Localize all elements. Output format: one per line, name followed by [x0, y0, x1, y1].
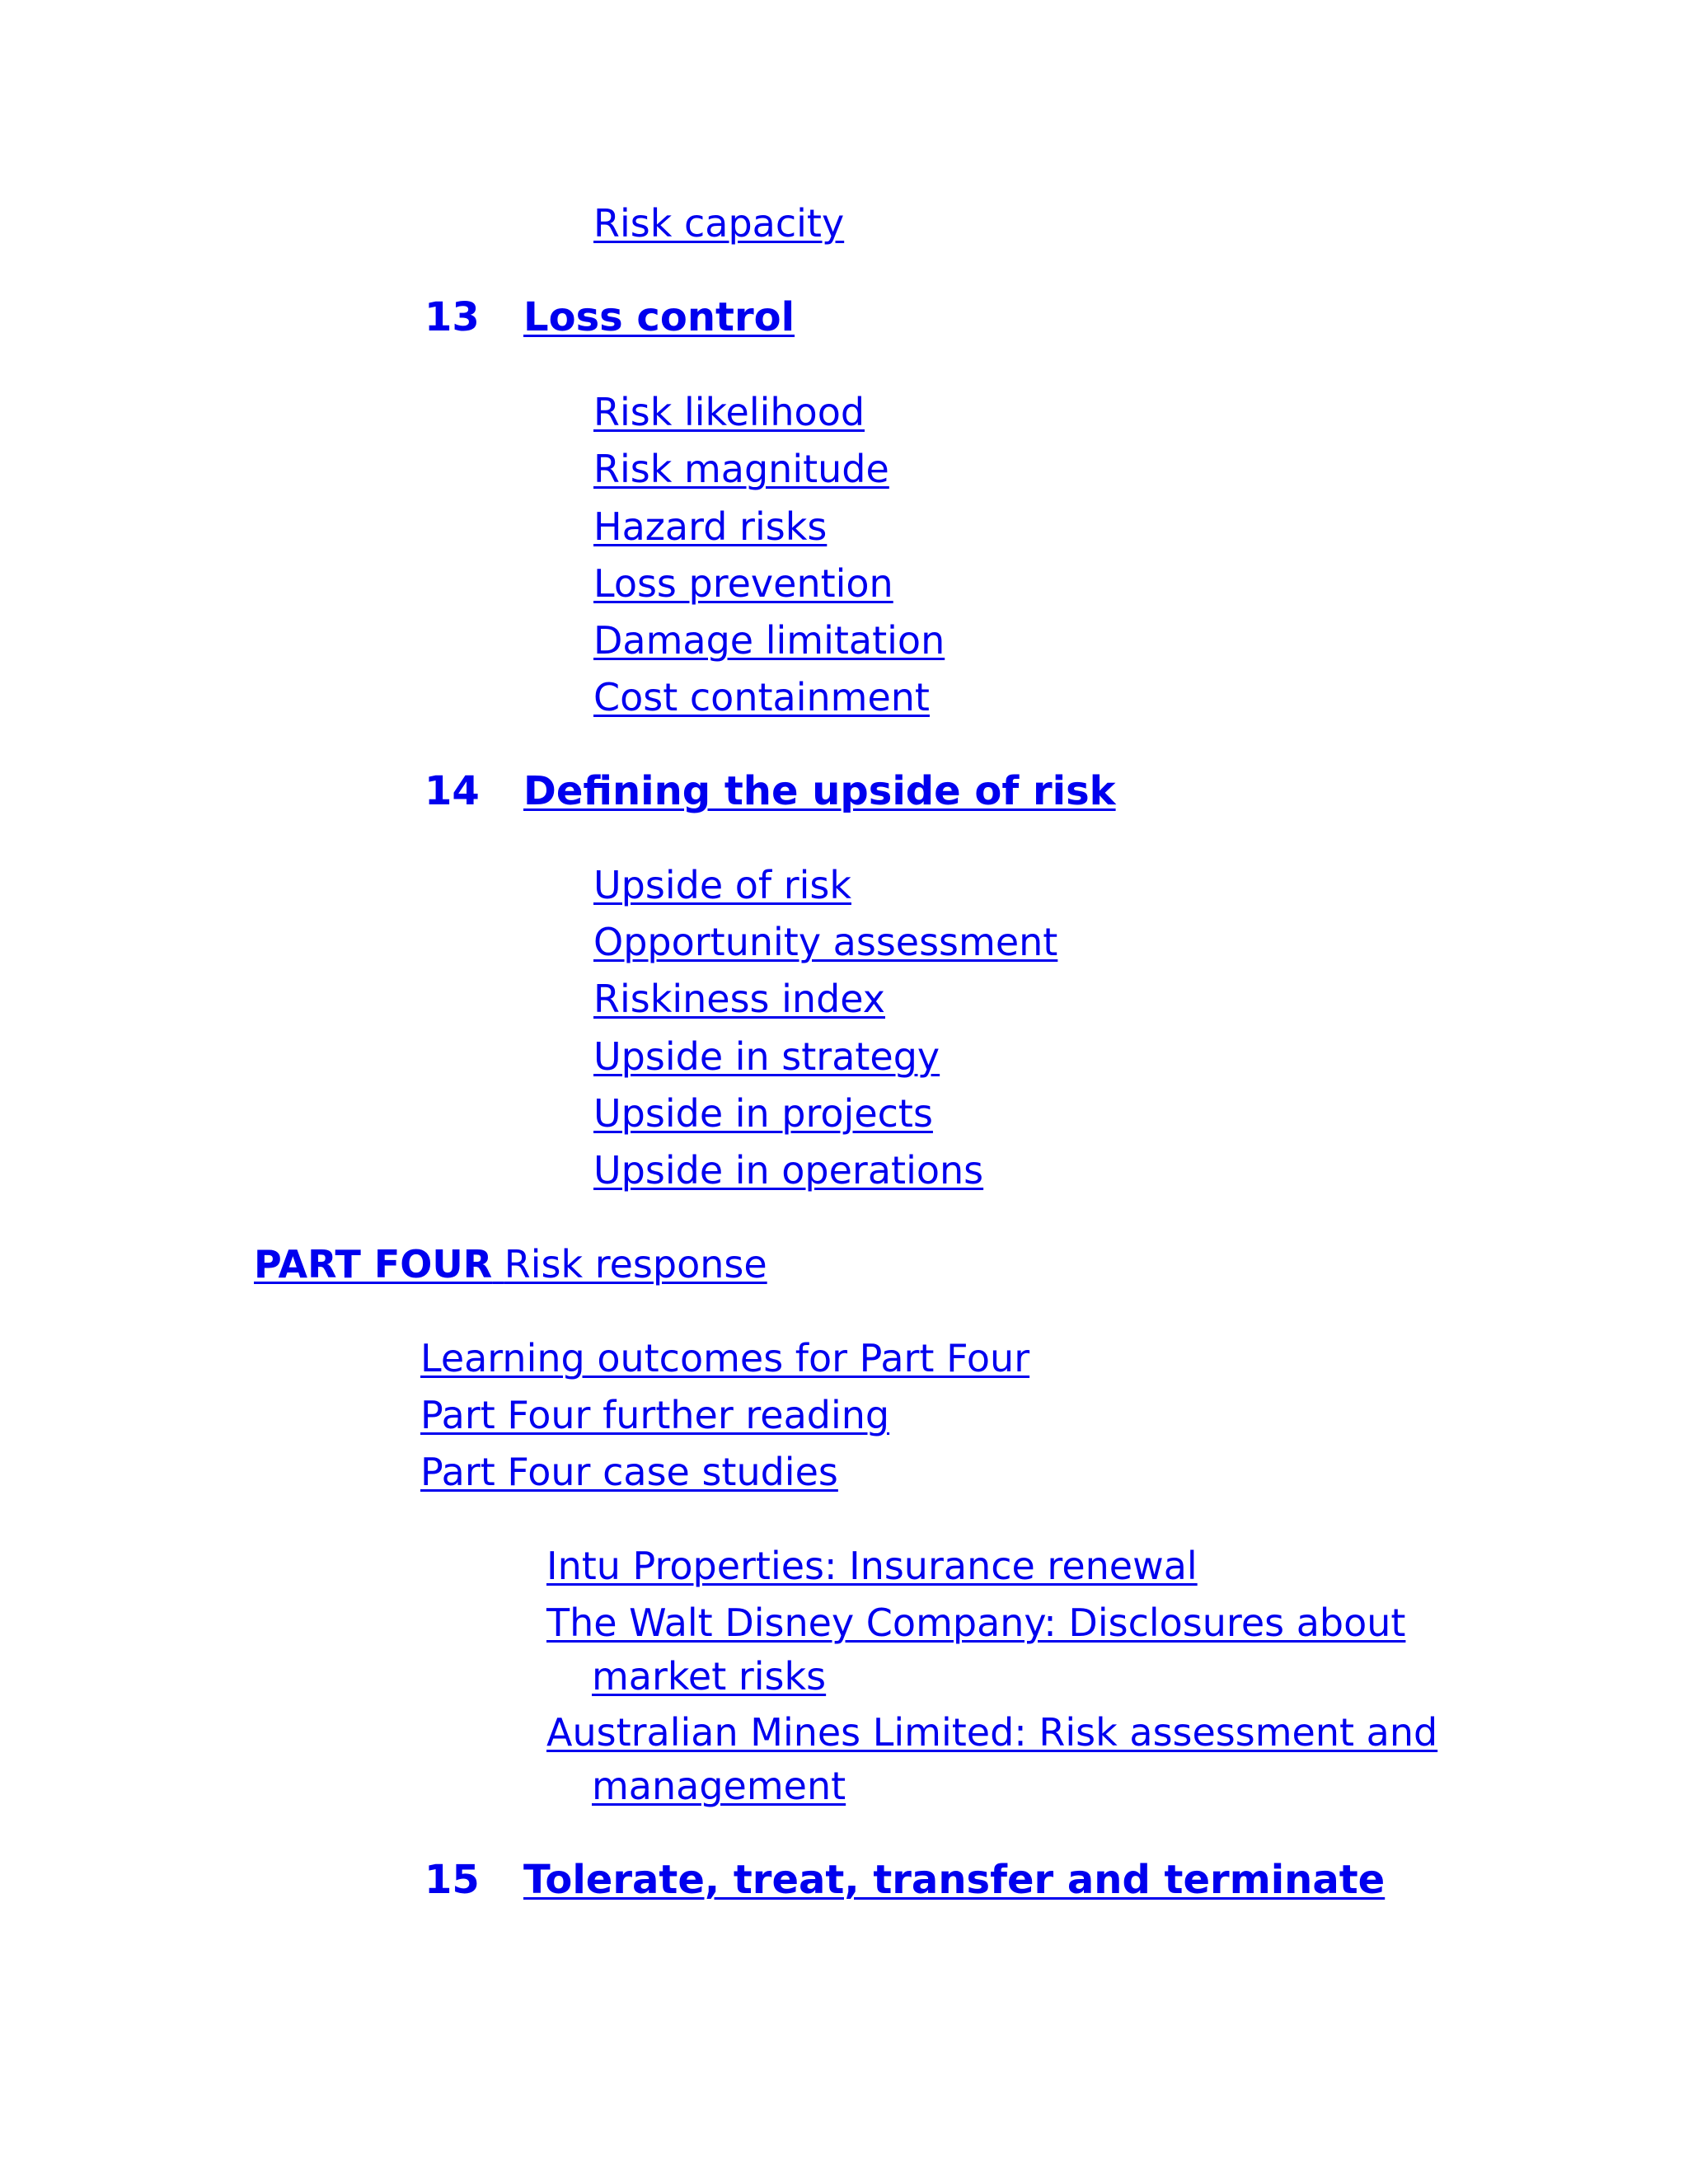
toc-link-case-disney-cont[interactable]: market risks: [592, 1654, 827, 1699]
toc-link-case-studies[interactable]: Part Four case studies: [420, 1450, 838, 1494]
toc-part-four[interactable]: [254, 1241, 767, 1287]
chapter-number: 15: [424, 1857, 480, 1903]
toc-chapter-15[interactable]: [424, 1857, 1385, 1903]
toc-link-riskiness-index[interactable]: Riskiness index: [593, 977, 885, 1021]
toc-link-case-australian-mines[interactable]: Australian Mines Limited: Risk assessment and: [546, 1710, 1438, 1755]
toc-link-damage-limitation[interactable]: Damage limitation: [593, 618, 945, 663]
chapter-title: Defining the upside of risk: [523, 768, 1116, 814]
toc-link-opportunity-assessment[interactable]: Opportunity assessment: [593, 920, 1058, 964]
toc-link-risk-likelihood[interactable]: Risk likelihood: [593, 390, 865, 434]
chapter-number: 13: [424, 294, 480, 340]
toc-link-loss-prevention[interactable]: Loss prevention: [593, 561, 893, 606]
toc-link-upside-of-risk[interactable]: Upside of risk: [593, 863, 851, 907]
toc-link-cost-containment[interactable]: Cost containment: [593, 675, 930, 719]
part-label: PART FOUR: [254, 1242, 493, 1286]
toc-link-case-intu[interactable]: Intu Properties: Insurance renewal: [546, 1544, 1198, 1588]
toc-chapter-14[interactable]: [424, 768, 1116, 814]
toc-link-upside-in-strategy[interactable]: Upside in strategy: [593, 1034, 940, 1079]
toc-link-risk-magnitude[interactable]: Risk magnitude: [593, 447, 889, 491]
chapter-title: Loss control: [523, 294, 795, 340]
chapter-title: Tolerate, treat, transfer and terminate: [523, 1857, 1386, 1903]
toc-link-case-australian-mines-cont[interactable]: management: [592, 1764, 846, 1808]
toc-link-upside-in-operations[interactable]: Upside in operations: [593, 1148, 984, 1193]
toc-link-risk-capacity[interactable]: Risk capacity: [593, 201, 845, 246]
chapter-number: 14: [424, 768, 480, 814]
toc-link-upside-in-projects[interactable]: Upside in projects: [593, 1091, 933, 1136]
toc-link-learning-outcomes[interactable]: Learning outcomes for Part Four: [420, 1336, 1030, 1380]
toc-link-hazard-risks[interactable]: Hazard risks: [593, 504, 828, 549]
toc-link-case-disney[interactable]: The Walt Disney Company: Disclosures about: [546, 1601, 1406, 1645]
toc-link-further-reading[interactable]: Part Four further reading: [420, 1393, 890, 1437]
toc-chapter-13[interactable]: [424, 294, 795, 340]
part-title: Risk response: [504, 1242, 767, 1286]
